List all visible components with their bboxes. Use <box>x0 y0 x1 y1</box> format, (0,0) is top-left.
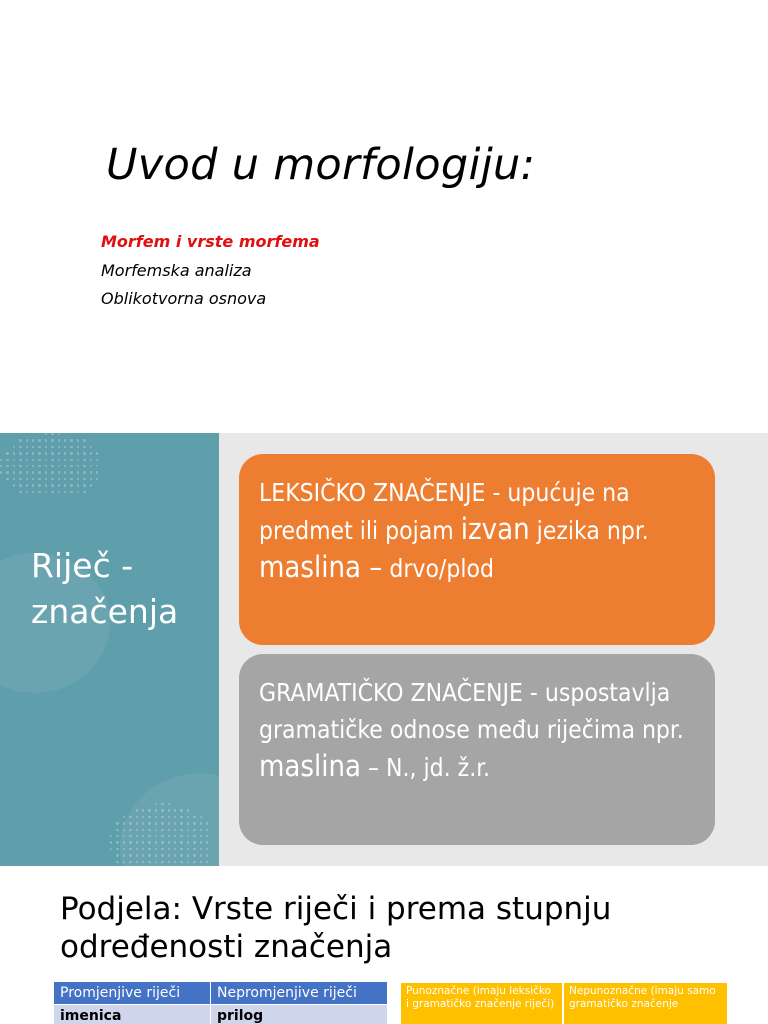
dot <box>26 484 28 486</box>
dot <box>90 478 92 480</box>
dot <box>38 491 40 493</box>
dot <box>77 465 79 467</box>
dot <box>38 465 40 467</box>
dot <box>6 465 8 467</box>
dot <box>58 478 60 480</box>
dot <box>0 465 2 467</box>
dot <box>129 854 131 856</box>
dot <box>161 848 163 850</box>
dot <box>168 841 170 843</box>
slide-title: Podjela: Vrste riječi i prema stupnju određenosti značenja <box>60 891 612 965</box>
dot <box>51 452 53 454</box>
dot <box>155 841 157 843</box>
table-header: Nepromjenjive riječi <box>211 982 388 1005</box>
grammatical-text: – N., jd. ž.r. <box>361 753 491 782</box>
grammatical-example: maslina <box>259 749 362 783</box>
dot <box>38 446 40 448</box>
dot <box>83 452 85 454</box>
dot <box>168 829 170 831</box>
dot <box>123 816 125 818</box>
dot <box>161 861 163 863</box>
dot <box>64 491 66 493</box>
dot <box>38 471 40 473</box>
dot <box>19 465 21 467</box>
dot <box>64 484 66 486</box>
dot <box>77 484 79 486</box>
dot <box>26 452 28 454</box>
dot <box>13 471 15 473</box>
dot <box>90 471 92 473</box>
dot <box>148 829 150 831</box>
dot <box>70 491 72 493</box>
dot <box>180 822 182 824</box>
dot <box>64 452 66 454</box>
dot <box>200 854 202 856</box>
dot <box>187 854 189 856</box>
dot <box>180 816 182 818</box>
dot <box>180 861 182 863</box>
dot <box>136 861 138 863</box>
dot <box>136 809 138 811</box>
dot <box>110 841 112 843</box>
dot <box>168 854 170 856</box>
dot <box>45 459 47 461</box>
dot <box>70 452 72 454</box>
dot <box>200 841 202 843</box>
dot <box>58 446 60 448</box>
dot <box>32 446 34 448</box>
dot <box>38 439 40 441</box>
side-panel <box>0 433 219 866</box>
dot <box>136 841 138 843</box>
dot <box>180 841 182 843</box>
dot <box>0 471 2 473</box>
dot <box>148 848 150 850</box>
lexical-meaning-box <box>239 454 715 645</box>
lexical-text: - upućuje na predmet ili pojam <box>259 478 630 545</box>
dot <box>96 465 98 467</box>
dot <box>51 478 53 480</box>
dot <box>58 471 60 473</box>
lexical-example: maslina – <box>259 550 383 584</box>
table-row <box>54 1005 388 1024</box>
dot <box>123 841 125 843</box>
dot <box>148 841 150 843</box>
dot <box>64 446 66 448</box>
dot <box>45 465 47 467</box>
dot <box>83 446 85 448</box>
lexical-term: LEKSIČKO ZNAČENJE <box>259 478 486 507</box>
partial-meaning-box: Nepunoznačne (imaju samo gramatičko značenje <box>564 983 727 1024</box>
dot <box>90 484 92 486</box>
dot <box>70 465 72 467</box>
dot <box>77 459 79 461</box>
dot <box>58 433 60 435</box>
dot <box>187 809 189 811</box>
dot <box>51 446 53 448</box>
dot <box>13 452 15 454</box>
dot <box>155 809 157 811</box>
dot <box>90 446 92 448</box>
dot <box>64 439 66 441</box>
dot <box>116 822 118 824</box>
dot <box>26 459 28 461</box>
dot <box>6 478 8 480</box>
dot <box>83 491 85 493</box>
dot <box>116 829 118 831</box>
dot <box>96 459 98 461</box>
dot <box>155 854 157 856</box>
dot <box>136 829 138 831</box>
dot <box>77 452 79 454</box>
dot <box>64 465 66 467</box>
dot <box>96 452 98 454</box>
dot <box>32 478 34 480</box>
dot <box>6 471 8 473</box>
dot <box>116 861 118 863</box>
table-header-row <box>54 982 388 1005</box>
dot <box>96 471 98 473</box>
dot <box>70 471 72 473</box>
dot <box>45 433 47 435</box>
dot <box>83 478 85 480</box>
dot <box>116 835 118 837</box>
dot <box>58 465 60 467</box>
dot <box>129 822 131 824</box>
dot <box>70 446 72 448</box>
slide-meanings <box>0 433 768 866</box>
dot <box>180 829 182 831</box>
full-meaning-box: Punoznačne (imaju leksičko i gramatičko značenje riječi) <box>401 983 562 1024</box>
lexical-text: drvo/plod <box>382 554 494 583</box>
dot <box>45 491 47 493</box>
dot <box>168 822 170 824</box>
dot <box>45 439 47 441</box>
dot <box>45 484 47 486</box>
dot <box>45 471 47 473</box>
dot <box>58 439 60 441</box>
dot <box>200 829 202 831</box>
dot <box>51 491 53 493</box>
dot <box>38 452 40 454</box>
dot <box>193 822 195 824</box>
dot <box>6 452 8 454</box>
dot <box>90 459 92 461</box>
dot <box>19 491 21 493</box>
dot <box>90 465 92 467</box>
dot <box>96 478 98 480</box>
dot <box>51 465 53 467</box>
dot <box>83 484 85 486</box>
dot <box>70 439 72 441</box>
dot <box>26 491 28 493</box>
dot <box>200 822 202 824</box>
slide-classification <box>0 867 768 1024</box>
table-cell: prilog <box>211 1005 388 1024</box>
dot <box>45 478 47 480</box>
dot <box>148 809 150 811</box>
dot <box>45 452 47 454</box>
dot <box>77 439 79 441</box>
dot <box>180 848 182 850</box>
dot <box>45 446 47 448</box>
dot <box>90 452 92 454</box>
table-cell: imenica <box>54 1005 211 1024</box>
dot <box>19 446 21 448</box>
dot <box>161 816 163 818</box>
dot <box>193 854 195 856</box>
dot <box>129 829 131 831</box>
dot <box>64 478 66 480</box>
dot <box>26 439 28 441</box>
decorative-blob <box>120 773 219 866</box>
dot <box>38 484 40 486</box>
dot <box>148 854 150 856</box>
dot <box>13 478 15 480</box>
dot <box>58 459 60 461</box>
dot <box>83 459 85 461</box>
topic-item: Oblikotvorna osnova <box>101 289 267 308</box>
word-types-table <box>53 981 388 1024</box>
dot <box>19 471 21 473</box>
dot <box>64 471 66 473</box>
dot <box>6 459 8 461</box>
dot <box>180 854 182 856</box>
slide-heading: Riječ - značenja <box>31 546 179 631</box>
dot <box>136 854 138 856</box>
slide-intro <box>0 0 768 432</box>
dot <box>58 452 60 454</box>
dot <box>32 459 34 461</box>
dot <box>129 861 131 863</box>
dot <box>32 471 34 473</box>
dot <box>70 459 72 461</box>
dot <box>193 816 195 818</box>
dot <box>32 439 34 441</box>
lexical-text: jezika npr. <box>529 516 649 545</box>
grammatical-text: - uspostavlja gramatičke odnose među riječima npr. <box>259 678 684 744</box>
dot <box>32 491 34 493</box>
dot <box>51 484 53 486</box>
dot <box>129 816 131 818</box>
dot <box>77 446 79 448</box>
dot <box>13 465 15 467</box>
dot <box>77 478 79 480</box>
dot <box>168 861 170 863</box>
dot <box>193 848 195 850</box>
dot <box>116 848 118 850</box>
dot <box>148 816 150 818</box>
dot <box>38 478 40 480</box>
dot <box>161 854 163 856</box>
dot <box>168 809 170 811</box>
dot <box>129 848 131 850</box>
dot <box>180 809 182 811</box>
dot <box>161 829 163 831</box>
dot <box>187 822 189 824</box>
dot <box>193 861 195 863</box>
topic-list <box>101 228 320 314</box>
grammatical-meaning-box <box>239 654 715 845</box>
dot <box>83 471 85 473</box>
dot <box>51 439 53 441</box>
dot <box>193 829 195 831</box>
dot <box>64 459 66 461</box>
dot <box>19 452 21 454</box>
dot <box>58 484 60 486</box>
dot <box>200 861 202 863</box>
dot <box>136 822 138 824</box>
dot <box>161 809 163 811</box>
dot <box>110 835 112 837</box>
dot <box>32 465 34 467</box>
dot <box>161 841 163 843</box>
dot <box>148 861 150 863</box>
dot <box>26 446 28 448</box>
dot <box>19 478 21 480</box>
dot <box>19 439 21 441</box>
dot <box>83 439 85 441</box>
dot <box>26 478 28 480</box>
dot <box>83 465 85 467</box>
dot <box>19 459 21 461</box>
dot <box>110 848 112 850</box>
topic-item-active: Morfem i vrste morfema <box>101 232 320 251</box>
dot <box>26 471 28 473</box>
dot <box>51 471 53 473</box>
topic-item: Morfemska analiza <box>101 260 252 280</box>
dot <box>32 452 34 454</box>
dot <box>19 484 21 486</box>
dot <box>13 484 15 486</box>
dot <box>77 471 79 473</box>
dot <box>51 433 53 435</box>
dot <box>58 491 60 493</box>
table-header: Promjenjive riječi <box>54 982 211 1005</box>
dot <box>13 446 15 448</box>
grammatical-term: GRAMATIČKO ZNAČENJE <box>259 678 523 707</box>
dot <box>148 822 150 824</box>
dot <box>38 459 40 461</box>
dot <box>187 841 189 843</box>
dot <box>129 841 131 843</box>
dot <box>70 478 72 480</box>
dot <box>116 854 118 856</box>
dot <box>155 822 157 824</box>
dot <box>51 459 53 461</box>
dot <box>0 459 2 461</box>
dot <box>193 841 195 843</box>
dot <box>32 484 34 486</box>
dot <box>13 459 15 461</box>
dot <box>77 491 79 493</box>
dot <box>123 854 125 856</box>
dot <box>161 822 163 824</box>
dot <box>70 484 72 486</box>
lexical-emphasis: izvan <box>460 512 530 546</box>
slide-title: Uvod u morfologiju: <box>106 140 536 190</box>
dot <box>116 841 118 843</box>
dot <box>123 822 125 824</box>
dot <box>26 465 28 467</box>
